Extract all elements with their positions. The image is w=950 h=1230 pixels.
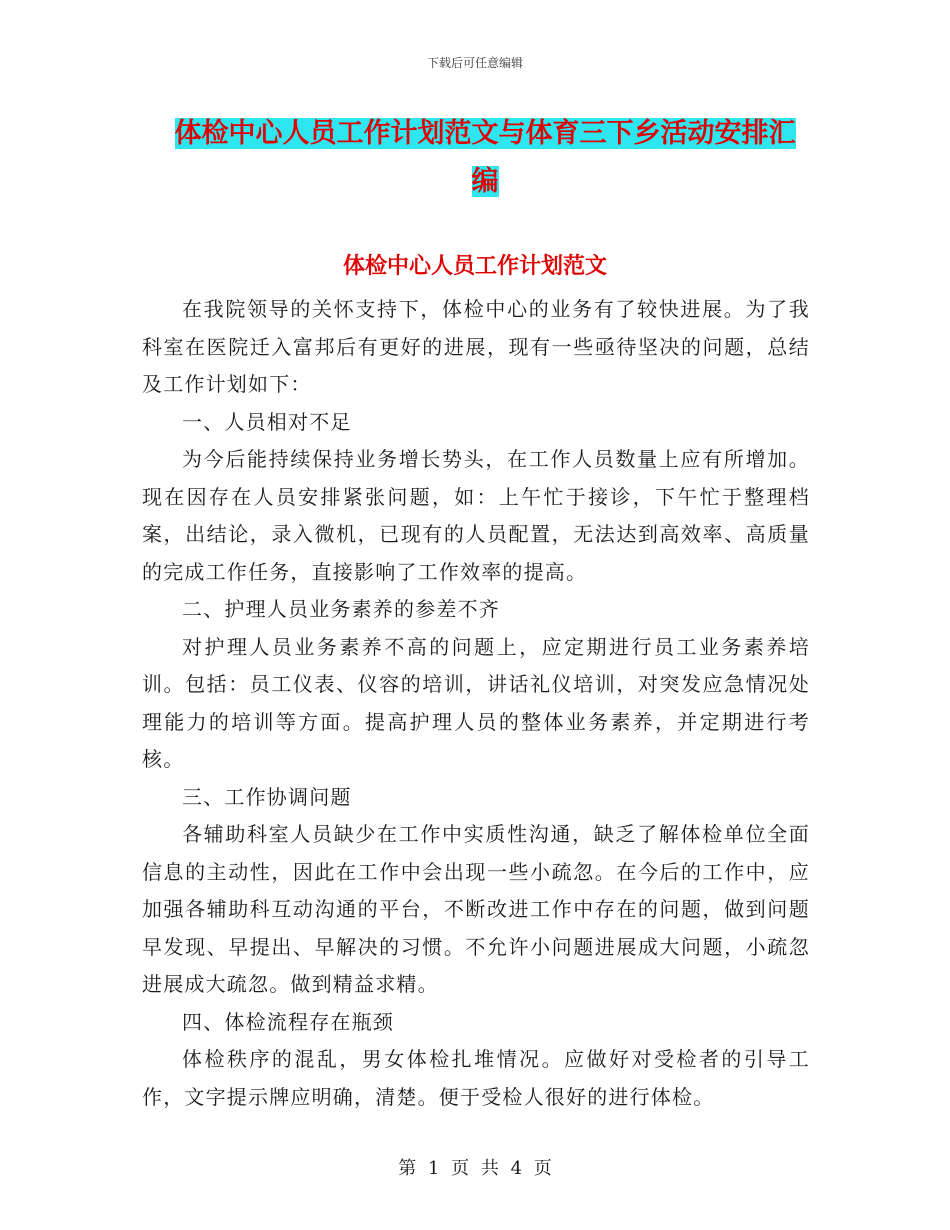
- title-line-2: 编: [471, 166, 499, 197]
- section-title: 体检中心人员工作计划范文: [342, 253, 607, 279]
- title-line-1: 体检中心人员工作计划范文与体育三下乡活动安排汇: [174, 118, 796, 149]
- paragraph-intro: 在我院领导的关怀支持下，体检中心的业务有了较快进展。为了我科室在医院迁入富邦后有更好的进展，现有一些亟待坚决的问题，总结及工作计划如下：: [142, 297, 810, 396]
- heading-process-bottleneck: 四、体检流程存在瓶颈: [182, 1009, 394, 1034]
- heading-nursing-quality: 二、护理人员业务素养的参差不齐: [182, 597, 500, 621]
- paragraph-coordination: 各辅助科室人员缺少在工作中实质性沟通，缺乏了解体检单位全面信息的主动性，因此在工作中会出现一些小疏忽。在今后的工作中，应加强各辅助科互动沟通的平台，不断改进工作中存在的问题，做到问题早发现、早提出、早解决的习惯。不允许小问题进展成大问题，小疏忽进展成大疏忽。做到精益求精。: [142, 822, 810, 996]
- paragraph-staff-shortage: 为今后能持续保持业务增长势头，在工作人员数量上应有所增加。现在因存在人员安排紧张问题，如：上午忙于接诊，下午忙于整理档案，出结论，录入微机，已现有的人员配置，无法达到高效率、高质量的完成工作任务，直接影响了工作效率的提高。: [142, 447, 810, 584]
- page-number: 第 1 页 共 4 页: [398, 1158, 552, 1179]
- heading-staff-shortage: 一、人员相对不足: [182, 409, 352, 434]
- document-title: [140, 110, 830, 206]
- header-note: 下载后可任意编辑: [426, 56, 523, 70]
- body-text: [142, 291, 810, 1116]
- paragraph-nursing-quality: 对护理人员业务素养不高的问题上，应定期进行员工业务素养培训。包括：员工仪表、仪容的培训，讲话礼仪培训，对突发应急情况处理能力的培训等方面。提高护理人员的整体业务素养，并定期进行考核。: [142, 634, 810, 771]
- heading-coordination: 三、工作协调问题: [182, 784, 352, 809]
- paragraph-process-bottleneck: 体检秩序的混乱，男女体检扎堆情况。应做好对受检者的引导工作，文字提示牌应明确，清楚。便于受检人很好的进行体检。: [142, 1047, 810, 1109]
